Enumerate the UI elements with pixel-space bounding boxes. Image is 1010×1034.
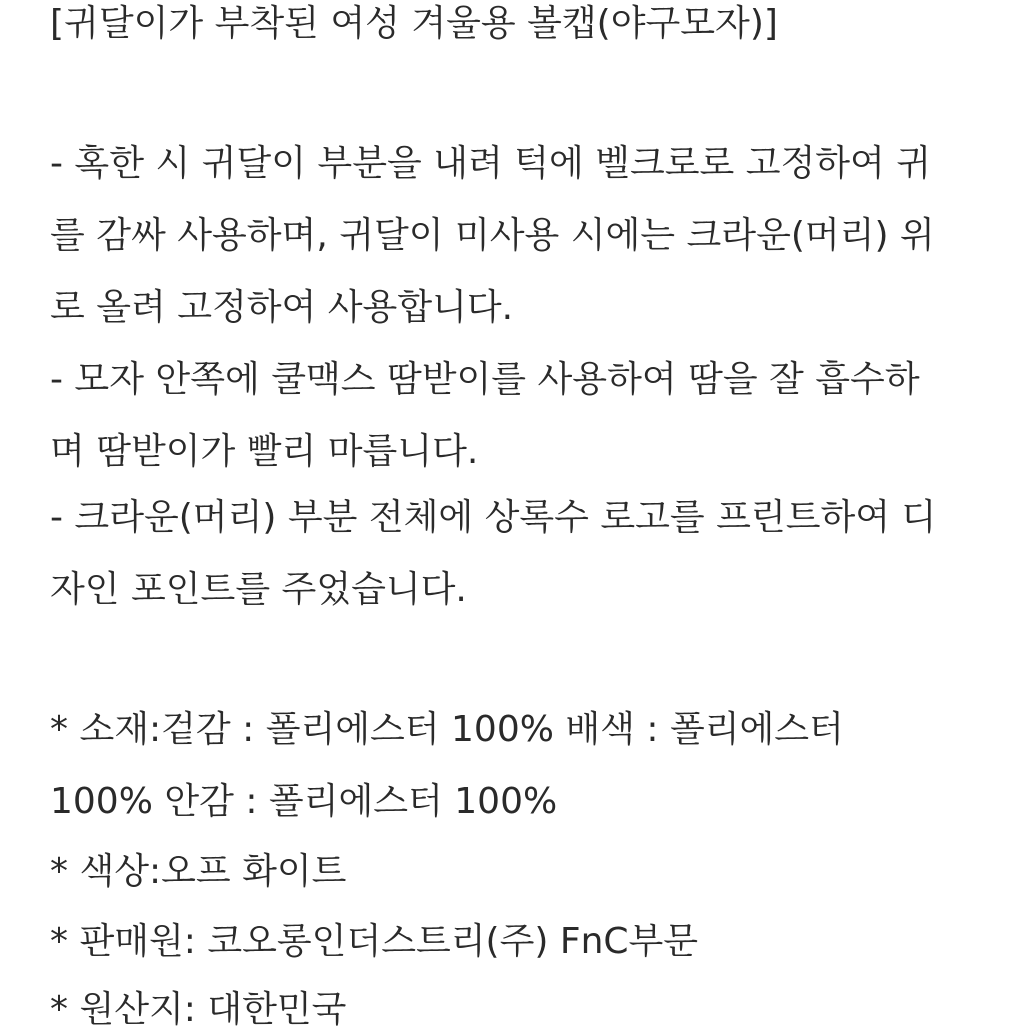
spec-seller: * 판매원: 코오롱인더스트리(주) FnC부문 <box>50 921 699 962</box>
document-title: [귀달이가 부착된 여성 겨울용 볼캡(야구모자)] <box>50 3 778 44</box>
spec-material-line-1: * 소재:겉감 : 폴리에스터 100% 배색 : 폴리에스터 <box>50 709 844 750</box>
feature-line-2: 를 감싸 사용하며, 귀달이 미사용 시에는 크라운(머리) 위 <box>50 215 935 256</box>
feature-line-3: 로 올려 고정하여 사용합니다. <box>50 287 514 328</box>
spec-material-line-2: 100% 안감 : 폴리에스터 100% <box>50 781 558 822</box>
feature-line-1: - 혹한 시 귀달이 부분을 내려 턱에 벨크로로 고정하여 귀 <box>50 143 932 184</box>
feature-line-7: 자인 포인트를 주었습니다. <box>50 569 467 610</box>
spec-origin: * 원산지: 대한민국 <box>50 989 347 1030</box>
spec-color: * 색상:오프 화이트 <box>50 851 347 892</box>
feature-line-5: 며 땀받이가 빨리 마릅니다. <box>50 431 479 472</box>
feature-line-4: - 모자 안쪽에 쿨맥스 땀받이를 사용하여 땀을 잘 흡수하 <box>50 359 920 400</box>
feature-line-6: - 크라운(머리) 부분 전체에 상록수 로고를 프린트하여 디 <box>50 497 937 538</box>
